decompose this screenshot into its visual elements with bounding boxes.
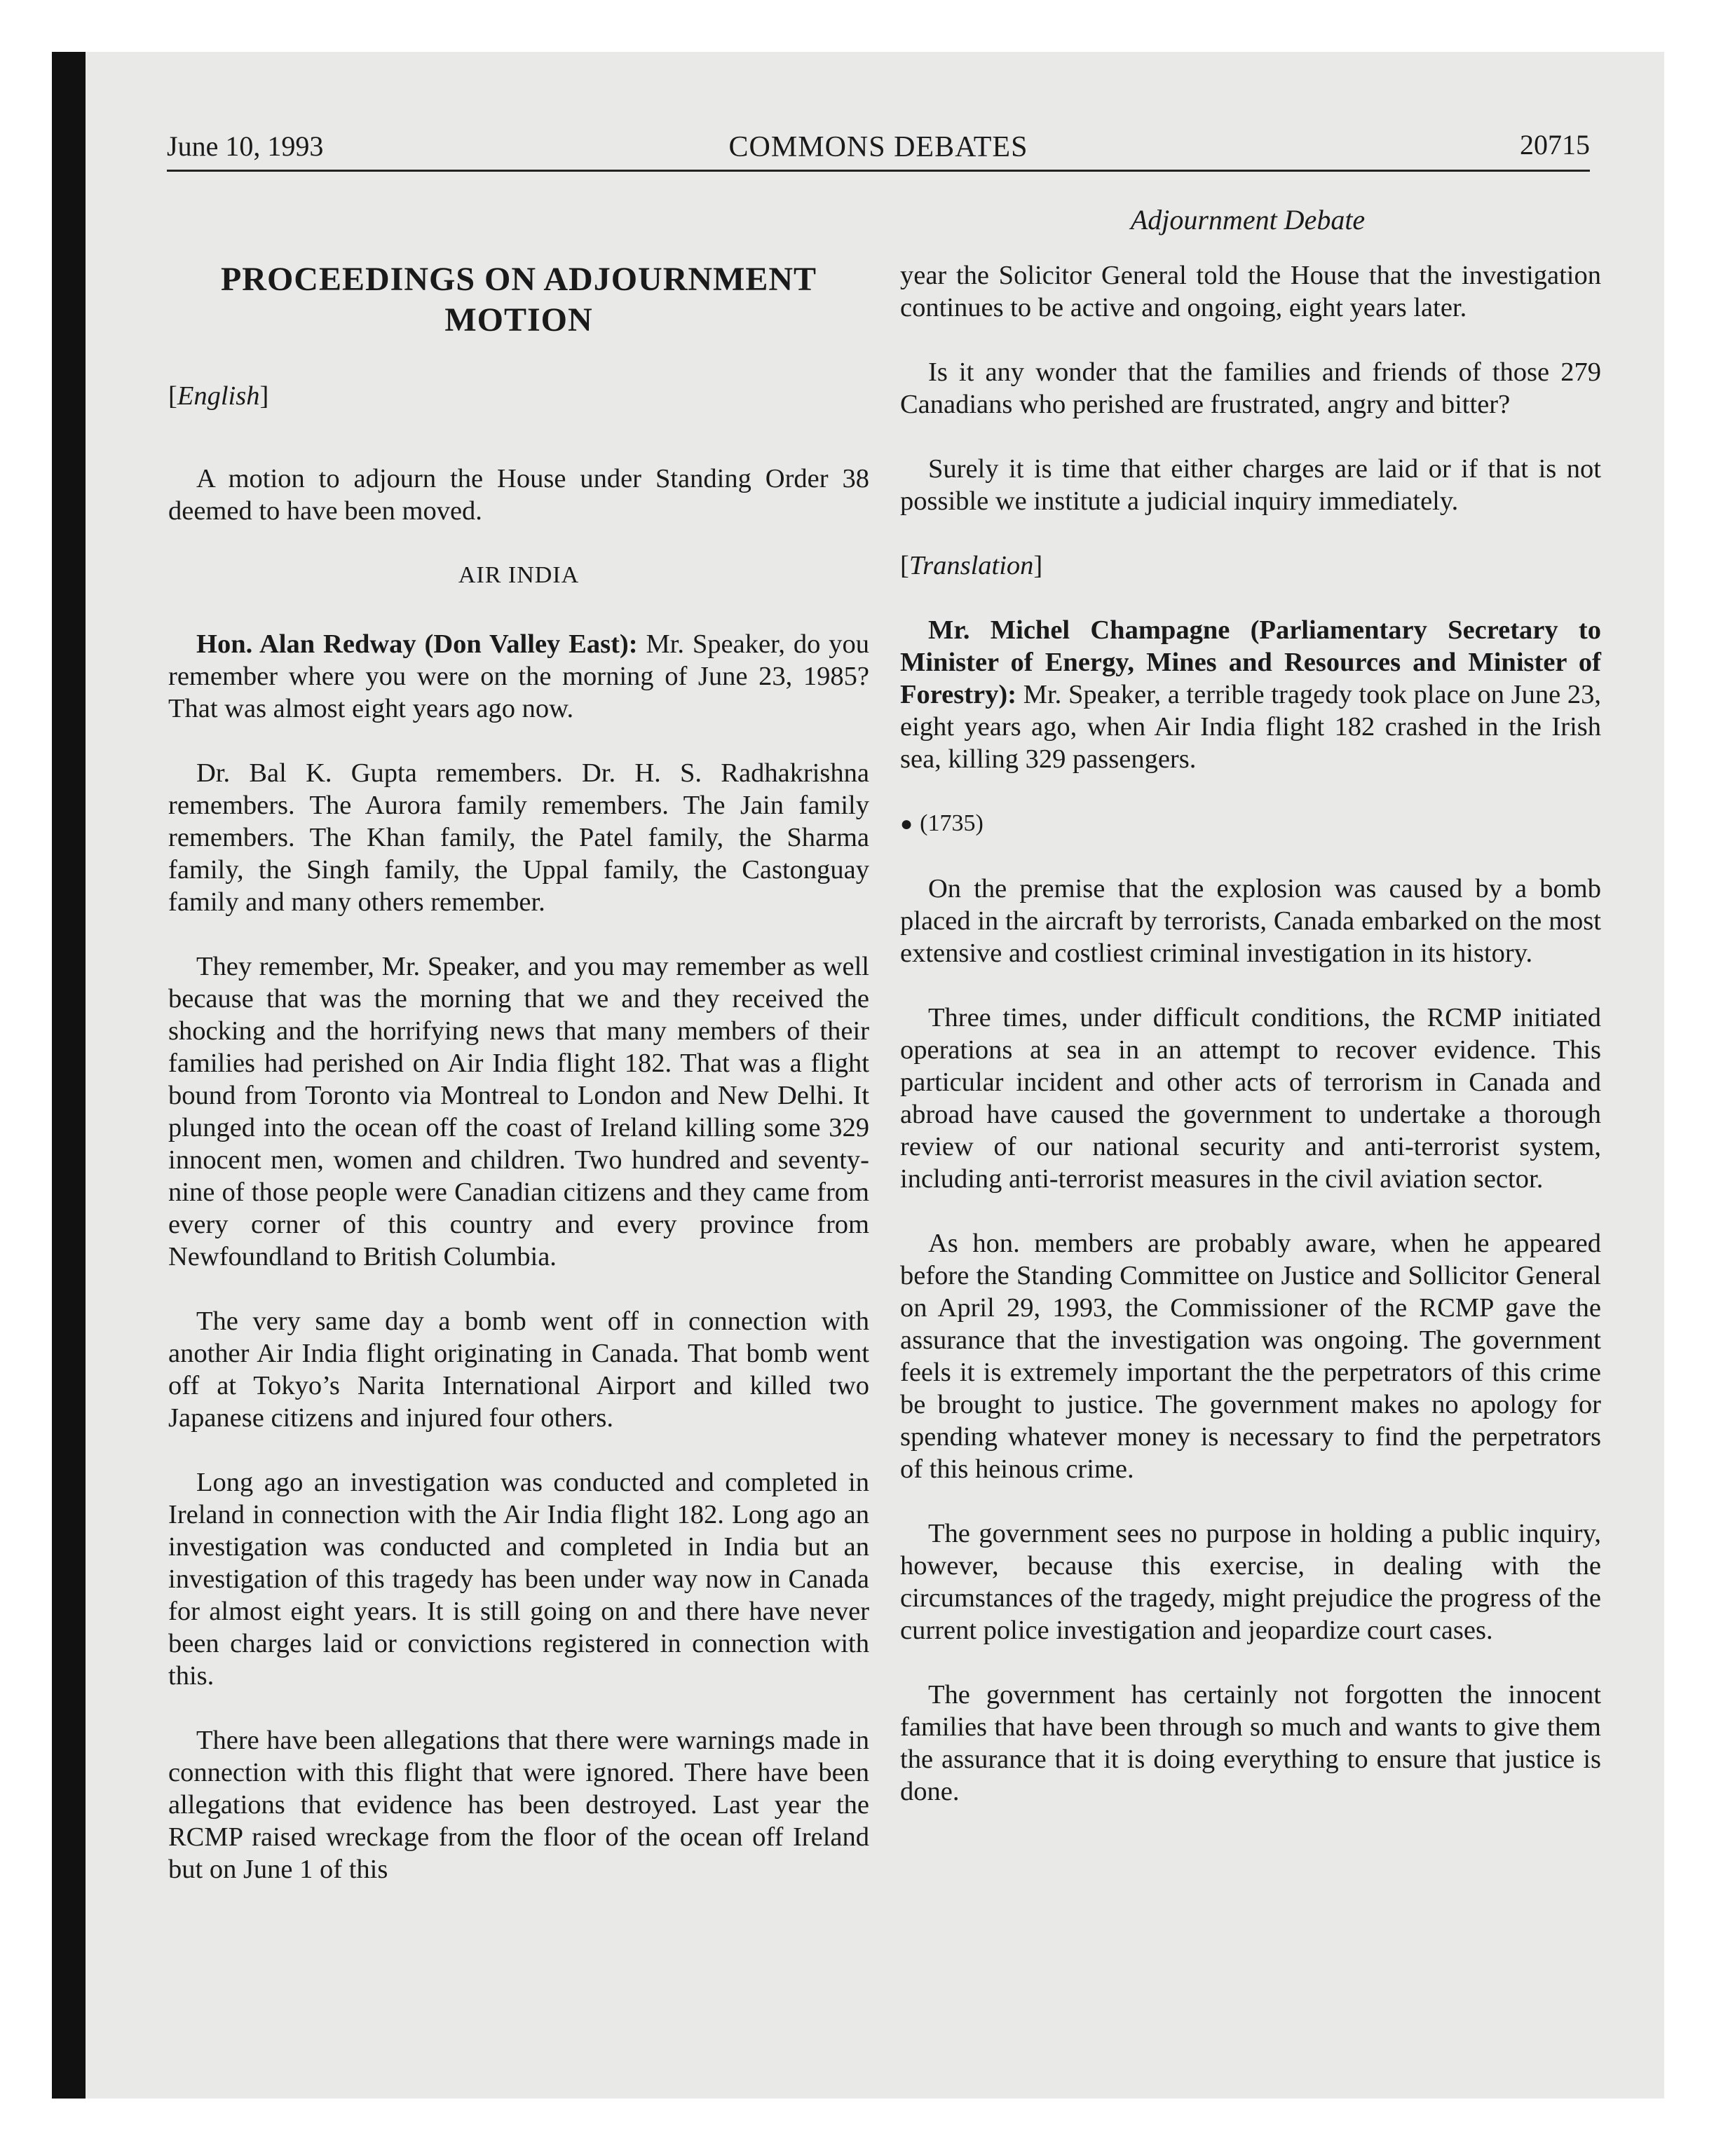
header-publication: COMMONS DEBATES (728, 131, 1028, 163)
paragraph: They remember, Mr. Speaker, and you may remember as well because that was the morning that we and they received the shocking and the horrifying news that many members of their families had perished on Air India flight 182. That was a flight bound from Toronto via Montreal to London and New Delhi. It plunged into the ocean off the coast of Ireland killing some 329 innocent men, women and children. Two hundred and seventy-nine of those people were Canadian citizens and they came from every corner of this country and every province from Newfoundland to British Columbia. (168, 952, 869, 1271)
paragraph: The government has certainly not forgotten the innocent families that have been through so much and wants to give them the assurance that it is doing everything to ensure that justice is done. (900, 1680, 1601, 1806)
paragraph (900, 614, 1601, 775)
paragraph: On the premise that the explosion was caused by a bomb placed in the aircraft by terrorists, Canada embarked on the most extensive and costliest criminal investigation in its history. (900, 874, 1601, 968)
paragraph: Dr. Bal K. Gupta remembers. Dr. H. S. Radhakrishna remembers. The Aurora family remembers. The Jain family remembers. The Khan family, the Patel family, the Sharma family, the Singh family, the Uppal family, the Castonguay family and many others remember. (168, 758, 869, 917)
left-column (168, 259, 869, 1918)
page-header (167, 121, 1590, 172)
subheading-air-india: AIR INDIA (458, 562, 580, 588)
motion-paragraph: A motion to adjourn the House under Standing Order 38 deemed to have been moved. (168, 464, 869, 526)
paragraph: Three times, under difficult conditions, the RCMP initiated operations at sea in an attempt to recover evidence. This particular incident and other acts of terrorism in Canada and abroad have caused the government to undertake a thorough review of our national security and anti-terrorist system, including anti-terrorist measures in the civil aviation sector. (900, 1003, 1601, 1194)
paragraph: As hon. members are probably aware, when he appeared before the Standing Committee on Justice and Sollicitor General on April 29, 1993, the Commissioner of the RCMP gave the assurance that the investigation was ongoing. The government feels it is extremely important the the perpetrators of this crime be brought to justice. The government makes no apology for spending whatever money is necessary to find the perpetrators of this heinous crime. (900, 1229, 1601, 1484)
paragraph: Is it any wonder that the families and friends of those 279 Canadians who perished are frustrated, angry and bitter? (900, 357, 1601, 419)
section-title: PROCEEDINGS ON ADJOURNMENT MOTION (220, 261, 817, 339)
speaker-name: Mr. Michel Champagne (Parliamentary Secretary to Minister of Energy, Mines and Resources and Minister of Forestry): (900, 615, 1601, 709)
bullet-icon: ● (900, 812, 913, 835)
language-tag-text: Translation (909, 551, 1034, 580)
paragraph: Long ago an investigation was conducted and completed in Ireland in connection with the Air India flight 182. Long ago an investigation was conducted and completed in India but an investigation of this tragedy has been under way now in Canada for almost eight years. It is still going on and there have never been charges laid or convictions registered in connection with this. (168, 1468, 869, 1691)
paragraph: The very same day a bomb went off in connection with another Air India flight originating in Canada. That bomb went off at Tokyo’s Narita International Airport and killed two Japanese citizens and injured four others. (168, 1306, 869, 1433)
language-tag-translation: [Translation] (900, 551, 1043, 580)
paragraph: There have been allegations that there were warnings made in connection with this flight that were ignored. There have been allegations that evidence has been destroyed. Last year the RCMP raised wreckage from the floor of the ocean off Ireland but on June 1 of this (168, 1726, 869, 1884)
paragraph-text: Mr. Speaker, do you remember where you were on the morning of June 23, 1985? That was almost eight years ago now. (168, 629, 869, 723)
header-page-number: 20715 (1520, 129, 1590, 161)
paragraph-text: Mr. Speaker, a terrible tragedy took place on June 23, eight years ago, when Air India flight 182 crashed in the Irish sea, killing 329 passengers. (900, 680, 1601, 774)
header-date: June 10, 1993 (167, 130, 324, 162)
timestamp (900, 807, 1601, 840)
language-tag-english: [English] (168, 381, 269, 411)
language-tag-text: English (177, 381, 260, 411)
paragraph: The government sees no purpose in holding a public inquiry, however, because this exercise, in dealing with the circumstances of the tragedy, might prejudice the progress of the current police investigation and jeopardize court cases. (900, 1519, 1601, 1645)
right-column (900, 259, 1601, 1840)
speaker-name: Hon. Alan Redway (Don Valley East): (196, 629, 638, 659)
paragraph (168, 628, 869, 725)
binding-edge (52, 52, 86, 2099)
running-head: Adjournment Debate (1130, 204, 1366, 236)
paragraph: year the Solicitor General told the House that the investigation continues to be active and ongoing, eight years later. (900, 261, 1601, 322)
paragraph: Surely it is time that either charges are laid or if that is not possible we institute a judicial inquiry immediately. (900, 454, 1601, 516)
timestamp-text: (1735) (920, 810, 984, 836)
